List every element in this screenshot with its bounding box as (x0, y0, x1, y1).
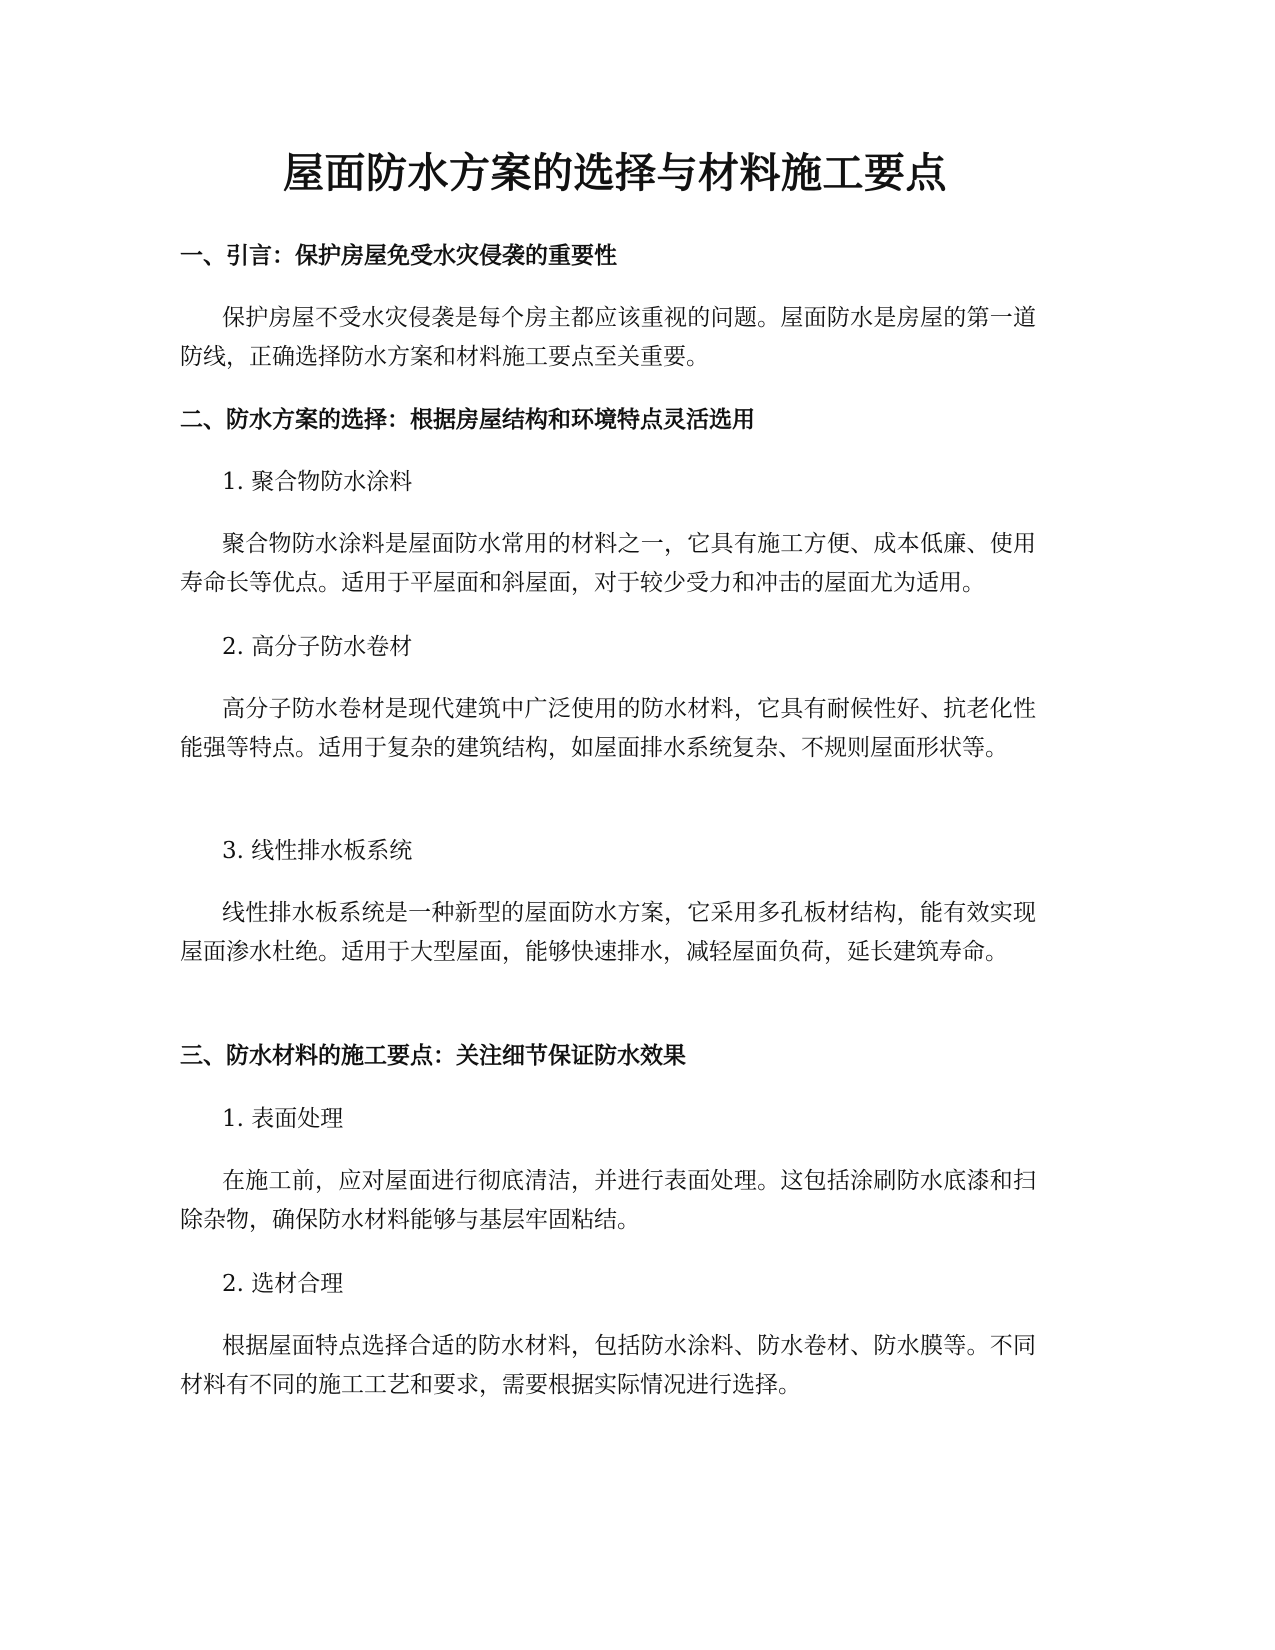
polymer-coating-paragraph: 聚合物防水涂料是屋面防水常用的材料之一，它具有施工方便、成本低廉、使用寿命长等优点。适用于平屋面和斜屋面，对于较少受力和冲击的屋面尤为适用。 (180, 531, 1036, 596)
intro-paragraph: 保护房屋不受水灾侵袭是每个房主都应该重视的问题。屋面防水是房屋的第一道防线，正确选择防水方案和材料施工要点至关重要。 (180, 305, 1036, 370)
item-label-surface-treatment: 1. 表面处理 (222, 1106, 344, 1132)
polymer-membrane-paragraph: 高分子防水卷材是现代建筑中广泛使用的防水材料，它具有耐候性好、抗老化性能强等特点。适用于复杂的建筑结构，如屋面排水系统复杂、不规则屋面形状等。 (180, 696, 1036, 761)
drainage-board-paragraph: 线性排水板系统是一种新型的屋面防水方案，它采用多孔板材结构，能有效实现屋面渗水杜绝。适用于大型屋面，能够快速排水，减轻屋面负荷，延长建筑寿命。 (180, 900, 1036, 965)
document-title: 屋面防水方案的选择与材料施工要点 (283, 149, 947, 197)
section-heading-selection: 二、防水方案的选择：根据房屋结构和环境特点灵活选用 (180, 407, 755, 433)
item-label-drainage-board: 3. 线性排水板系统 (222, 838, 413, 864)
section-heading-intro: 一、引言：保护房屋免受水灾侵袭的重要性 (180, 243, 617, 269)
section-heading-construction: 三、防水材料的施工要点：关注细节保证防水效果 (180, 1043, 686, 1069)
surface-treatment-paragraph: 在施工前，应对屋面进行彻底清洁，并进行表面处理。这包括涂刷防水底漆和扫除杂物，确保防水材料能够与基层牢固粘结。 (180, 1168, 1036, 1233)
document-page (180, 0, 1050, 1650)
item-label-polymer-coating: 1. 聚合物防水涂料 (222, 469, 413, 495)
item-label-polymer-membrane: 2. 高分子防水卷材 (222, 634, 413, 660)
item-label-material-selection: 2. 选材合理 (222, 1271, 344, 1297)
material-selection-paragraph: 根据屋面特点选择合适的防水材料，包括防水涂料、防水卷材、防水膜等。不同材料有不同的施工工艺和要求，需要根据实际情况进行选择。 (180, 1333, 1036, 1398)
